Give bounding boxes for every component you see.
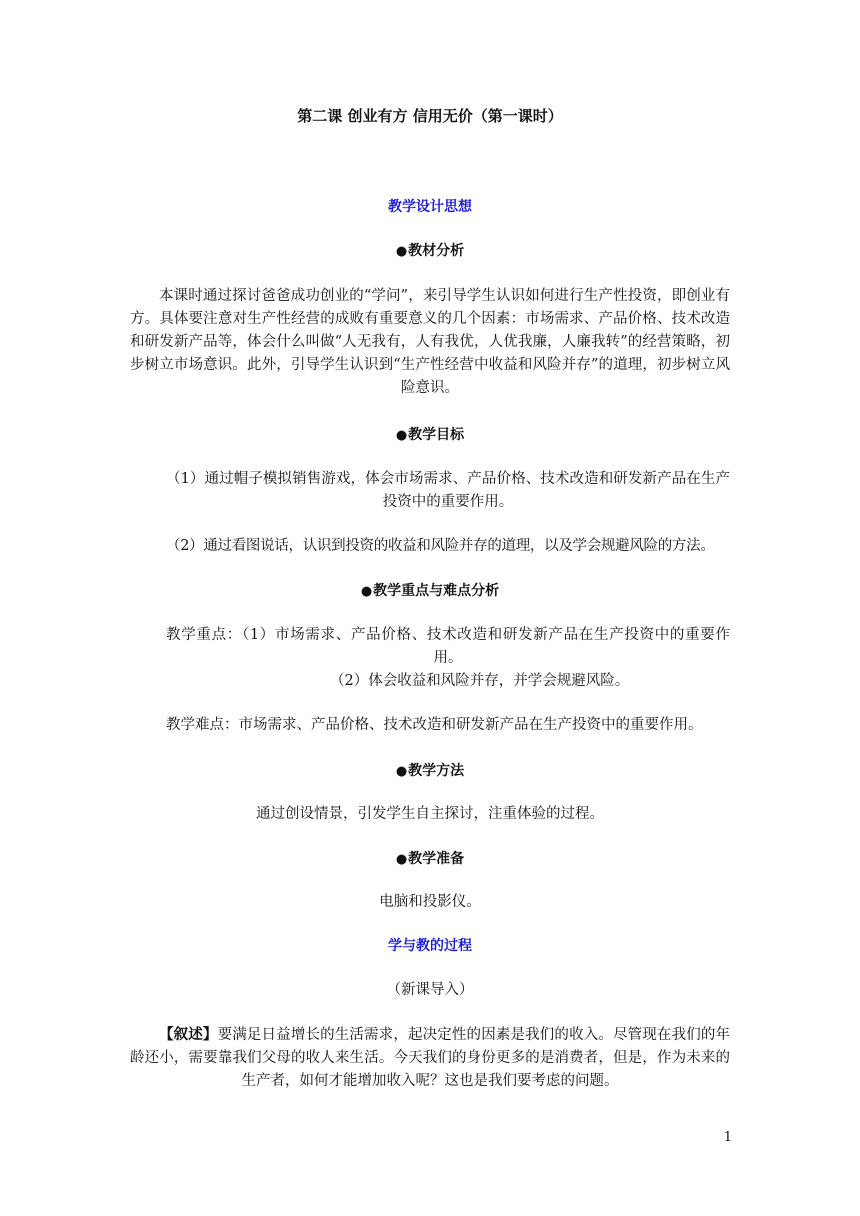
difficult-point: 教学难点：市场需求、产品价格、技术改造和研发新产品在生产投资中的重要作用。 <box>166 717 703 733</box>
heading-prep: ●教学准备 <box>395 851 465 867</box>
bullet-icon: ● <box>360 584 373 599</box>
goal-item-1: （1）通过帽子模拟销售游戏，体会市场需求、产品价格、技术改造和研发新产品在生产投资中的重要作用。 <box>166 471 730 510</box>
goal-item-2: （2）通过看图说话，认识到投资的收益和风险并存的道理，以及学会规避风险的方法。 <box>166 538 715 554</box>
page-title: 第二课 创业有方 信用无价（第一课时） <box>297 107 563 125</box>
key-point-line-1: 教学重点：（1）市场需求、产品价格、技术改造和研发新产品在生产投资中的重要作用。 <box>166 627 730 666</box>
section-heading-process: 学与教的过程 <box>388 938 472 954</box>
bullet-icon: ● <box>395 244 408 259</box>
heading-key-points: ●教学重点与难点分析 <box>360 583 500 599</box>
intro-label: （新课导入） <box>386 982 474 998</box>
section-heading-design: 教学设计思想 <box>388 199 472 215</box>
key-point-line-2: （2）体会收益和风险并存，并学会规避风险。 <box>330 673 630 689</box>
material-paragraph: 本课时通过探讨爸爸成功创业的“学问”，来引导学生认识如何进行生产性投资，即创业有方。具体要注意对生产性经营的成败有重要意义的几个因素：市场需求、产品价格、技术改造和研发新产品等，体会什么叫做“人无我有，人有我优，人优我廉，人廉我转”的经营策略，初步树立市场意识。此外，引导学生认识到“生产性经营中收益和风险并存”的道理，初步树立风险意识。 <box>130 288 730 396</box>
narration-paragraph <box>130 1023 730 1093</box>
prep-text: 电脑和投影仪。 <box>379 894 481 910</box>
narration-text: 要满足日益增长的生活需求，起决定性的因素是我们的收入。尽管现在我们的年龄还小，需要靠我们父母的收人来生活。今天我们的身份更多的是消费者，但是，作为未来的生产者，如何才能增加收入呢？这也是我们要考虑的问题。 <box>130 1027 731 1089</box>
heading-method: ●教学方法 <box>395 763 465 779</box>
bullet-icon: ● <box>395 852 408 867</box>
heading-material: ●教材分析 <box>395 243 465 259</box>
bullet-icon: ● <box>395 764 408 779</box>
heading-goals: ●教学目标 <box>395 427 465 443</box>
narration-tag: 【叙述】 <box>159 1026 218 1043</box>
page-number: 1 <box>723 1130 732 1145</box>
method-text: 通过创设情景，引发学生自主探讨，注重体验的过程。 <box>256 806 604 822</box>
bullet-icon: ● <box>395 428 408 443</box>
